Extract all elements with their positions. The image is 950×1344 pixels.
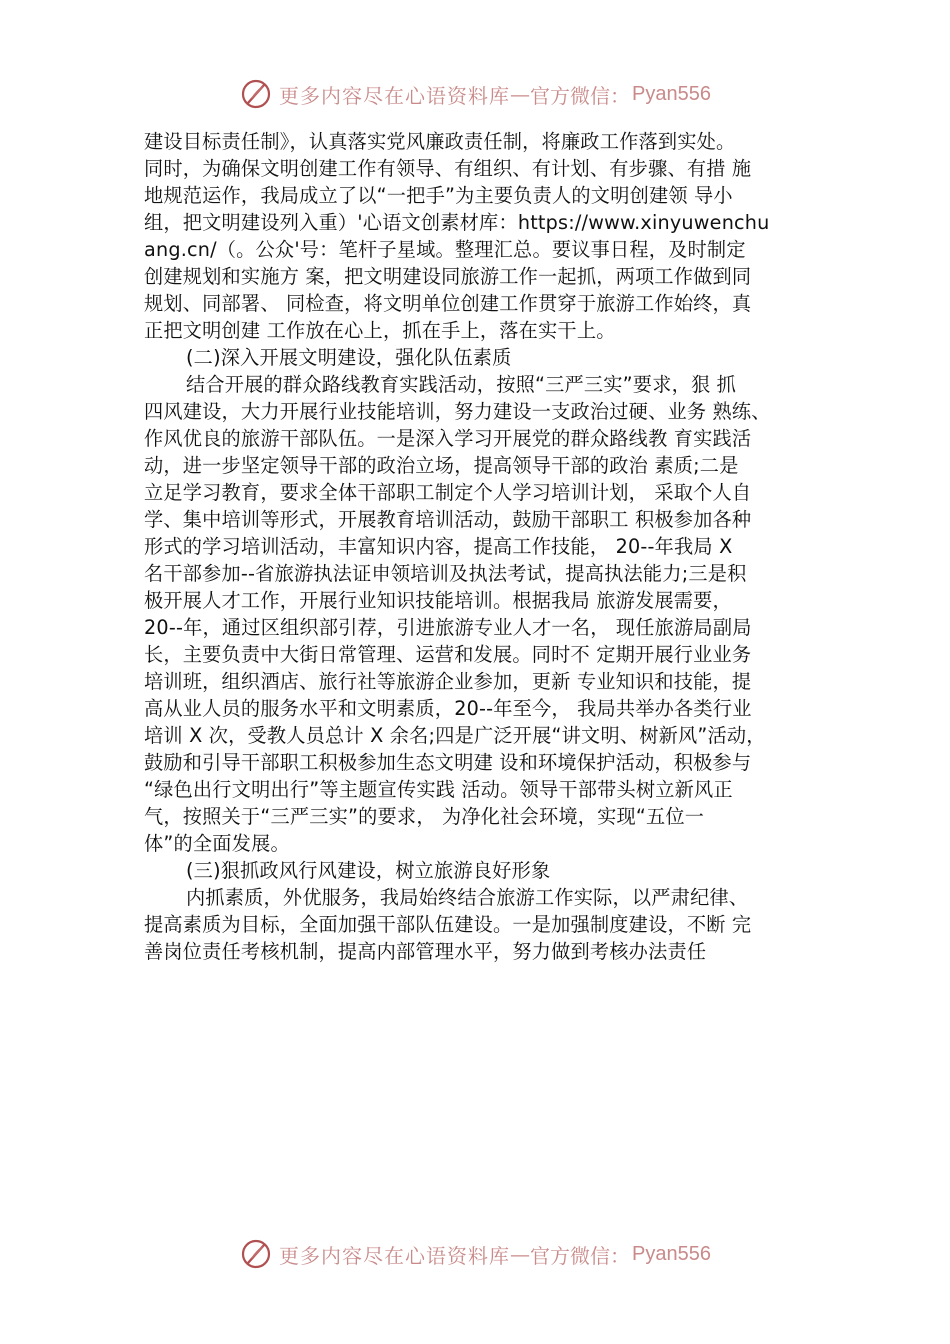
watermark-text: 更多内容尽在心语资料库 (279, 83, 511, 108)
text-line: 立足学习教育，要求全体干部职工制定个人学习培训计划， 采取个人自 (144, 481, 752, 504)
text-line: 四风建设，大力开展行业技能培训，努力建设一支政治过硬、业务 熟练、 (144, 400, 771, 423)
text-line: 善岗位责任考核机制，提高内部管理水平，努力做到考核办法责任 (144, 940, 707, 963)
text-line: (三)狠抓政风行风建设，树立旅游良好形象 (186, 859, 551, 882)
watermark-text: 更多内容尽在心语资料库 (279, 1243, 511, 1268)
text-line: 结合开展的群众路线教育实践活动，按照“三严三实”要求，狠 抓 (186, 373, 737, 396)
text-line: ang.cn/（。公众'号：笔杆子星域。整理汇总。要议事日程，及时制定 (144, 238, 746, 261)
text-line: 学、集中培训等形式，开展教育培训活动，鼓励干部职工 积极参加各种 (144, 508, 752, 531)
watermark-id: Pyan556 (632, 1242, 711, 1265)
footer-watermark (0, 1232, 950, 1276)
text-line: 规划、同部署、 同检查，将文明单位创建工作贯穿于旅游工作始终，真 (144, 292, 752, 315)
text-line: 鼓励和引导干部职工积极参加生态文明建 设和环境保护活动，积极参与 (144, 751, 752, 774)
text-line: 内抓素质，外优服务，我局始终结合旅游工作实际，以严肃纪律、 (186, 886, 749, 909)
watermark-separator: — (510, 82, 531, 106)
text-line: 组，把文明建设列入重）'心语文创素材库：https://www.xinyuwenchu (144, 211, 770, 234)
text-line: 20--年，通过区组织部引荐，引进旅游专业人才一名， 现任旅游局副局 (144, 616, 752, 639)
text-line: 极开展人才工作，开展行业知识技能培训。根据我局 旅游发展需要， (144, 589, 732, 612)
feather-pen-logo-icon (239, 77, 273, 111)
text-line: 气，按照关于“三严三实”的要求， 为净化社会环境，实现“五位一 (144, 805, 705, 828)
text-line: 正把文明创建 工作放在心上，抓在手上，落在实干上。 (144, 319, 616, 342)
header-watermark (0, 72, 950, 116)
document-body (144, 128, 844, 965)
text-line: 培训 X 次，受教人员总计 X 余名;四是广泛开展“讲文明、树新风”活动， (144, 724, 766, 747)
watermark-id: Pyan556 (632, 82, 711, 105)
text-line: 同时，为确保文明创建工作有领导、有组织、有计划、有步骤、有措 施 (144, 157, 752, 180)
text-line: 高从业人员的服务水平和文明素质，20--年至今， 我局共举办各类行业 (144, 697, 752, 720)
watermark-label: 官方微信： (530, 1243, 631, 1268)
text-line: 形式的学习培训活动，丰富知识内容，提高工作技能， 20--年我局 X (144, 535, 733, 558)
text-line: 名干部参加--省旅游执法证申领培训及执法考试，提高执法能力;三是积 (144, 562, 747, 585)
text-line: 培训班，组织酒店、旅行社等旅游企业参加，更新 专业知识和技能，提 (144, 670, 752, 693)
text-line: “绿色出行文明出行”等主题宣传实践 活动。领导干部带头树立新风正 (144, 778, 733, 801)
feather-pen-logo-icon (239, 1237, 273, 1271)
text-line: 创建规划和实施方 案，把文明建设同旅游工作一起抓，两项工作做到同 (144, 265, 752, 288)
text-line: 建设目标责任制》，认真落实党风廉政责任制，将廉政工作落到实处。 (144, 130, 736, 153)
text-line: 地规范运作，我局成立了以“一把手”为主要负责人的文明创建领 导小 (144, 184, 733, 207)
text-line: 体”的全面发展。 (144, 832, 290, 855)
text-line: 长，主要负责中大街日常管理、运营和发展。同时不 定期开展行业业务 (144, 643, 752, 666)
text-line: 动，进一步坚定领导干部的政治立场，提高领导干部的政治 素质;二是 (144, 454, 739, 477)
watermark-label: 官方微信： (530, 83, 631, 108)
watermark-separator: — (510, 1242, 531, 1266)
text-line: 提高素质为目标，全面加强干部队伍建设。一是加强制度建设，不断 完 (144, 913, 752, 936)
text-line: (二)深入开展文明建设，强化队伍素质 (186, 346, 512, 369)
text-line: 作风优良的旅游干部队伍。一是深入学习开展党的群众路线教 育实践活 (144, 427, 752, 450)
